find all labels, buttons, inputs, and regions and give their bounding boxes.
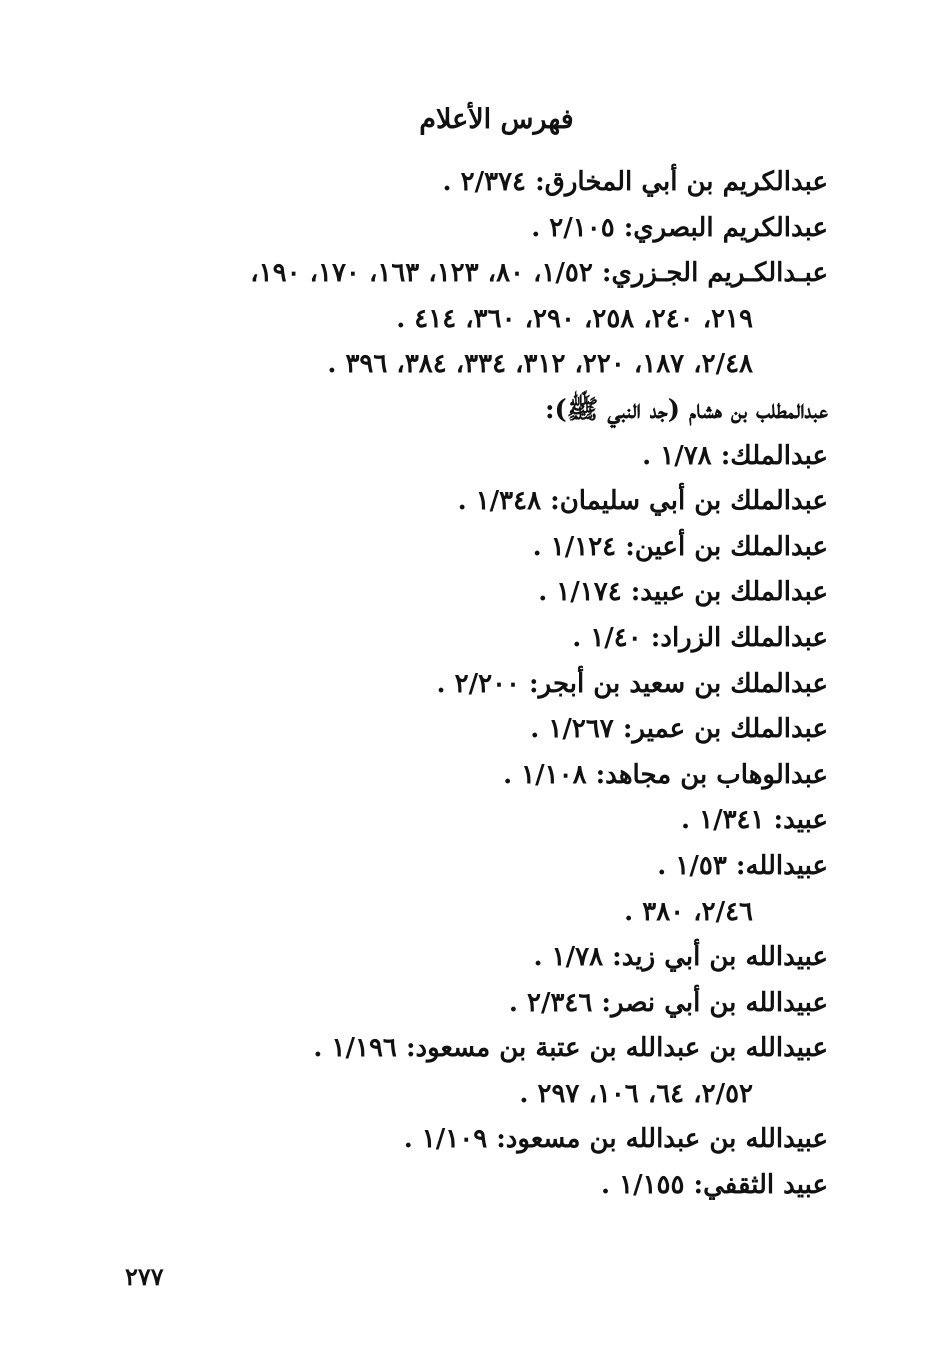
page-number: ٢٧٧: [125, 1262, 164, 1291]
index-entry: عبدالملك: ١/٧٨ .: [642, 440, 828, 471]
index-entry: عبـدالكـريم الجـزري: ١/٥٢، ٨٠، ١٢٣، ١٦٣، ١٧٠، ١٩٠،: [250, 258, 828, 289]
index-entry-continuation: ٢/٤٨، ١٨٧، ٢٢٠، ٣١٢، ٣٣٤، ٣٨٤، ٣٩٦ .: [327, 349, 753, 380]
index-entry-continuation: ٢/٥٢، ٦٤، ١٠٦، ٢٩٧ .: [519, 1078, 753, 1109]
index-entry: عبيدالله بن عبدالله بن عتبة بن مسعود: ١/١٩٦ .: [313, 1033, 828, 1064]
index-entries: [108, 160, 828, 1209]
index-entry-continuation: ٢١٩، ٢٤٠، ٢٥٨، ٢٩٠، ٣٦٠، ٤١٤ .: [396, 303, 753, 334]
index-entry: عبيدالله: ١/٥٣ .: [657, 850, 828, 881]
page-title: فهرس الأعلام: [419, 104, 574, 135]
index-entry: عبدالملك بن عمير: ١/٢٦٧ .: [530, 714, 828, 745]
index-entry: عبيدالله بن أبي زيد: ١/٧٨ .: [533, 942, 828, 973]
index-entry: عبيد الثقفي: ١/١٥٥ .: [601, 1170, 828, 1201]
index-entry-continuation: ٢/٤٦، ٣٨٠ .: [624, 896, 753, 927]
index-entry: عبدالمطلب بن هشام (جد النبي ﷺ):: [544, 394, 828, 425]
index-entry: عبدالكريم بن أبي المخارق: ٢/٣٧٤ .: [442, 167, 828, 197]
index-entry: عبيدالله بن عبدالله بن مسعود: ١/١٠٩ .: [403, 1124, 828, 1155]
index-entry: عبدالملك بن سعيد بن أبجر: ٢/٢٠٠ .: [436, 668, 828, 699]
index-entry: عبيدالله بن أبي نصر: ٢/٣٤٦ .: [508, 987, 828, 1018]
index-entry: عبدالملك بن أعين: ١/١٢٤ .: [532, 531, 828, 562]
index-entry: عبدالكريم البصري: ٢/١٠٥ .: [531, 212, 828, 243]
index-entry: عبدالملك بن أبي سليمان: ١/٣٤٨ .: [457, 486, 828, 517]
index-entry: عبدالملك بن عبيد: ١/١٧٤ .: [538, 577, 828, 608]
index-entry: عبدالملك الزراد: ١/٤٠ .: [572, 622, 828, 653]
index-entry: عبدالوهاب بن مجاهد: ١/١٠٨ .: [503, 759, 828, 790]
index-entry: عبيد: ١/٣٤١ .: [681, 805, 828, 836]
